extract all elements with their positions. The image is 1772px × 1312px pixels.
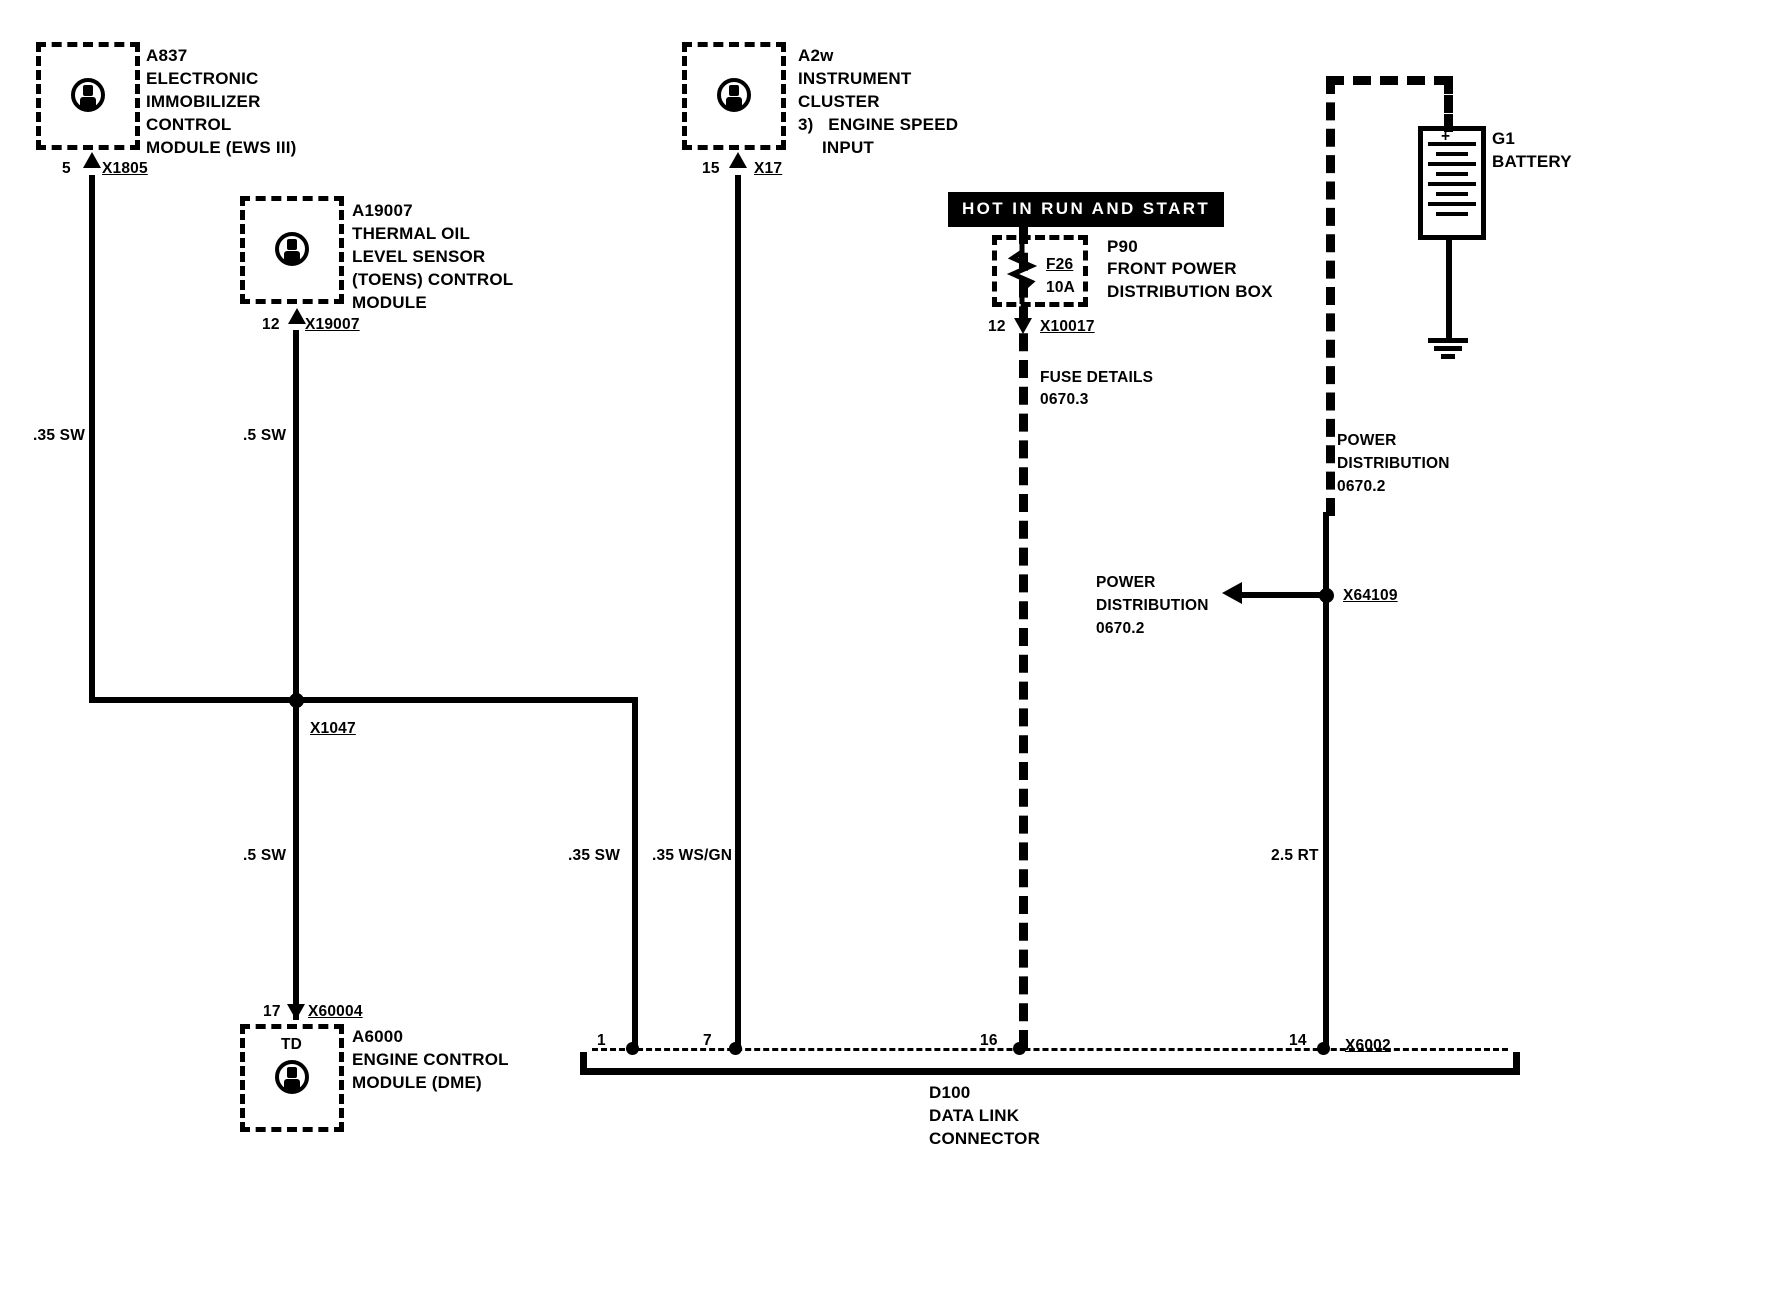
component-a19007-name-2: LEVEL SENSOR bbox=[352, 247, 486, 266]
dlc-pin-dot bbox=[626, 1042, 639, 1055]
component-a19007-pin: 12 bbox=[262, 316, 280, 333]
power-distribution-ref-2-line-1: POWER bbox=[1096, 574, 1156, 591]
power-distribution-arrow-icon bbox=[1222, 582, 1242, 604]
dlc-pin-dot bbox=[1317, 1042, 1330, 1055]
pin-arrow-a6000 bbox=[287, 1004, 305, 1020]
fuse-id: F26 bbox=[1046, 256, 1074, 273]
component-p90-connector: X10017 bbox=[1040, 318, 1095, 335]
wire-a837-to-splice bbox=[89, 697, 299, 703]
wire-a2w-vertical bbox=[735, 175, 741, 1049]
dlc-pin-14: 14 bbox=[1289, 1032, 1307, 1049]
dlc-pin-dot bbox=[729, 1042, 742, 1055]
component-a2w-name-1: INSTRUMENT bbox=[798, 69, 912, 88]
wire-battery-right-vertical bbox=[1444, 76, 1453, 132]
battery-plate bbox=[1428, 182, 1476, 186]
dlc-pin-1: 1 bbox=[597, 1032, 606, 1049]
wire-a837-vertical bbox=[89, 175, 95, 703]
wire-label-035sw-mid: .35 SW bbox=[568, 847, 621, 864]
wire-x64109-arrow-line bbox=[1240, 592, 1326, 598]
component-a19007-name-3: (TOENS) CONTROL bbox=[352, 270, 514, 289]
power-distribution-ref-1-line-3: 0670.2 bbox=[1337, 478, 1386, 495]
fuse-rating: 10A bbox=[1046, 279, 1076, 296]
splice-label-x1047: X1047 bbox=[310, 720, 356, 737]
component-a6000-pin: 17 bbox=[263, 1003, 281, 1020]
wire-label-05sw-lower: .5 SW bbox=[243, 847, 287, 864]
component-g1-id: G1 bbox=[1492, 129, 1516, 148]
component-a837-name-2: IMMOBILIZER bbox=[146, 92, 261, 111]
component-a6000-inner-label: TD bbox=[281, 1036, 303, 1053]
component-a837-name-4: MODULE (EWS III) bbox=[146, 138, 297, 157]
component-a6000-id: A6000 bbox=[352, 1027, 404, 1046]
wire-battery-top-horizontal bbox=[1326, 76, 1452, 85]
component-a2w-name-4: INPUT bbox=[822, 138, 874, 157]
battery-plate bbox=[1436, 192, 1468, 196]
component-a2w-id: A2w bbox=[798, 46, 834, 65]
power-distribution-ref-1-line-2: DISTRIBUTION bbox=[1337, 455, 1450, 472]
battery-plate bbox=[1436, 172, 1468, 176]
component-d100-id: D100 bbox=[929, 1083, 971, 1102]
battery-plate bbox=[1436, 152, 1468, 156]
dlc-pin-7: 7 bbox=[703, 1032, 712, 1049]
battery-plate bbox=[1436, 212, 1468, 216]
component-d100-name-2: CONNECTOR bbox=[929, 1129, 1041, 1148]
component-p90-name-1: FRONT POWER bbox=[1107, 259, 1237, 278]
splice-label-x64109: X64109 bbox=[1343, 587, 1398, 604]
component-a837-pin: 5 bbox=[62, 160, 71, 177]
component-a837-name-3: CONTROL bbox=[146, 115, 232, 134]
dlc-connector-label: X6002 bbox=[1345, 1037, 1391, 1054]
component-a6000-connector: X60004 bbox=[308, 1003, 363, 1020]
pin-arrow-a19007 bbox=[288, 308, 306, 324]
fuse-details-line-1: FUSE DETAILS bbox=[1040, 369, 1154, 386]
wire-a19007-vertical bbox=[293, 330, 299, 1020]
battery-plate bbox=[1428, 142, 1476, 146]
component-a2w-name-2: CLUSTER bbox=[798, 92, 880, 111]
connector-icon bbox=[275, 232, 309, 266]
battery-plate bbox=[1428, 202, 1476, 206]
wire-label-25rt: 2.5 RT bbox=[1271, 847, 1319, 864]
battery-positive-sign: + bbox=[1441, 128, 1451, 145]
component-a19007-id: A19007 bbox=[352, 201, 413, 220]
pin-arrow-a2w bbox=[729, 152, 747, 168]
wire-p90-to-dlc16 bbox=[1019, 226, 1028, 1048]
wire-label-05sw-upper: .5 SW bbox=[243, 427, 287, 444]
wire-power-distribution-vertical bbox=[1326, 76, 1335, 516]
ground-symbol-icon bbox=[1428, 338, 1468, 360]
power-distribution-ref-2-line-3: 0670.2 bbox=[1096, 620, 1145, 637]
component-a19007-name-1: THERMAL OIL bbox=[352, 224, 471, 243]
component-a2w-connector: X17 bbox=[754, 160, 783, 177]
component-p90-name-2: DISTRIBUTION BOX bbox=[1107, 282, 1273, 301]
dlc-outline-left bbox=[580, 1052, 587, 1075]
connector-icon bbox=[71, 78, 105, 112]
connector-icon bbox=[275, 1060, 309, 1094]
component-a2w-name-3: 3) ENGINE SPEED bbox=[798, 115, 959, 134]
component-a6000-name-1: ENGINE CONTROL bbox=[352, 1050, 509, 1069]
wire-battery-ground bbox=[1446, 240, 1452, 340]
battery-plate bbox=[1428, 162, 1476, 166]
wire-dlc1-vertical bbox=[632, 697, 638, 1049]
component-a837-connector: X1805 bbox=[102, 160, 148, 177]
dlc-pin-16: 16 bbox=[980, 1032, 998, 1049]
component-a837-name-1: ELECTRONIC bbox=[146, 69, 259, 88]
component-p90-pin: 12 bbox=[988, 318, 1006, 335]
pin-arrow-a837 bbox=[83, 152, 101, 168]
component-g1-name: BATTERY bbox=[1492, 152, 1572, 171]
component-a6000-name-2: MODULE (DME) bbox=[352, 1073, 482, 1092]
dlc-pin-dot bbox=[1013, 1042, 1026, 1055]
power-distribution-ref-1-line-1: POWER bbox=[1337, 432, 1397, 449]
dlc-outline-bottom bbox=[580, 1068, 1520, 1075]
component-p90-id: P90 bbox=[1107, 237, 1138, 256]
component-a19007-connector: X19007 bbox=[305, 316, 360, 333]
connector-icon bbox=[717, 78, 751, 112]
component-d100-name-1: DATA LINK bbox=[929, 1106, 1020, 1125]
component-a2w-pin: 15 bbox=[702, 160, 720, 177]
wire-splice-to-dlc1 bbox=[293, 697, 638, 703]
component-a837-id: A837 bbox=[146, 46, 188, 65]
power-distribution-ref-2-line-2: DISTRIBUTION bbox=[1096, 597, 1209, 614]
wire-label-035wsgn: .35 WS/GN bbox=[652, 847, 733, 864]
component-a19007-name-4: MODULE bbox=[352, 293, 427, 312]
hot-in-run-and-start-banner: HOT IN RUN AND START bbox=[948, 192, 1224, 227]
fuse-details-line-2: 0670.3 bbox=[1040, 391, 1089, 408]
wire-label-035sw-left: .35 SW bbox=[33, 427, 86, 444]
dlc-outline-right bbox=[1513, 1052, 1520, 1075]
